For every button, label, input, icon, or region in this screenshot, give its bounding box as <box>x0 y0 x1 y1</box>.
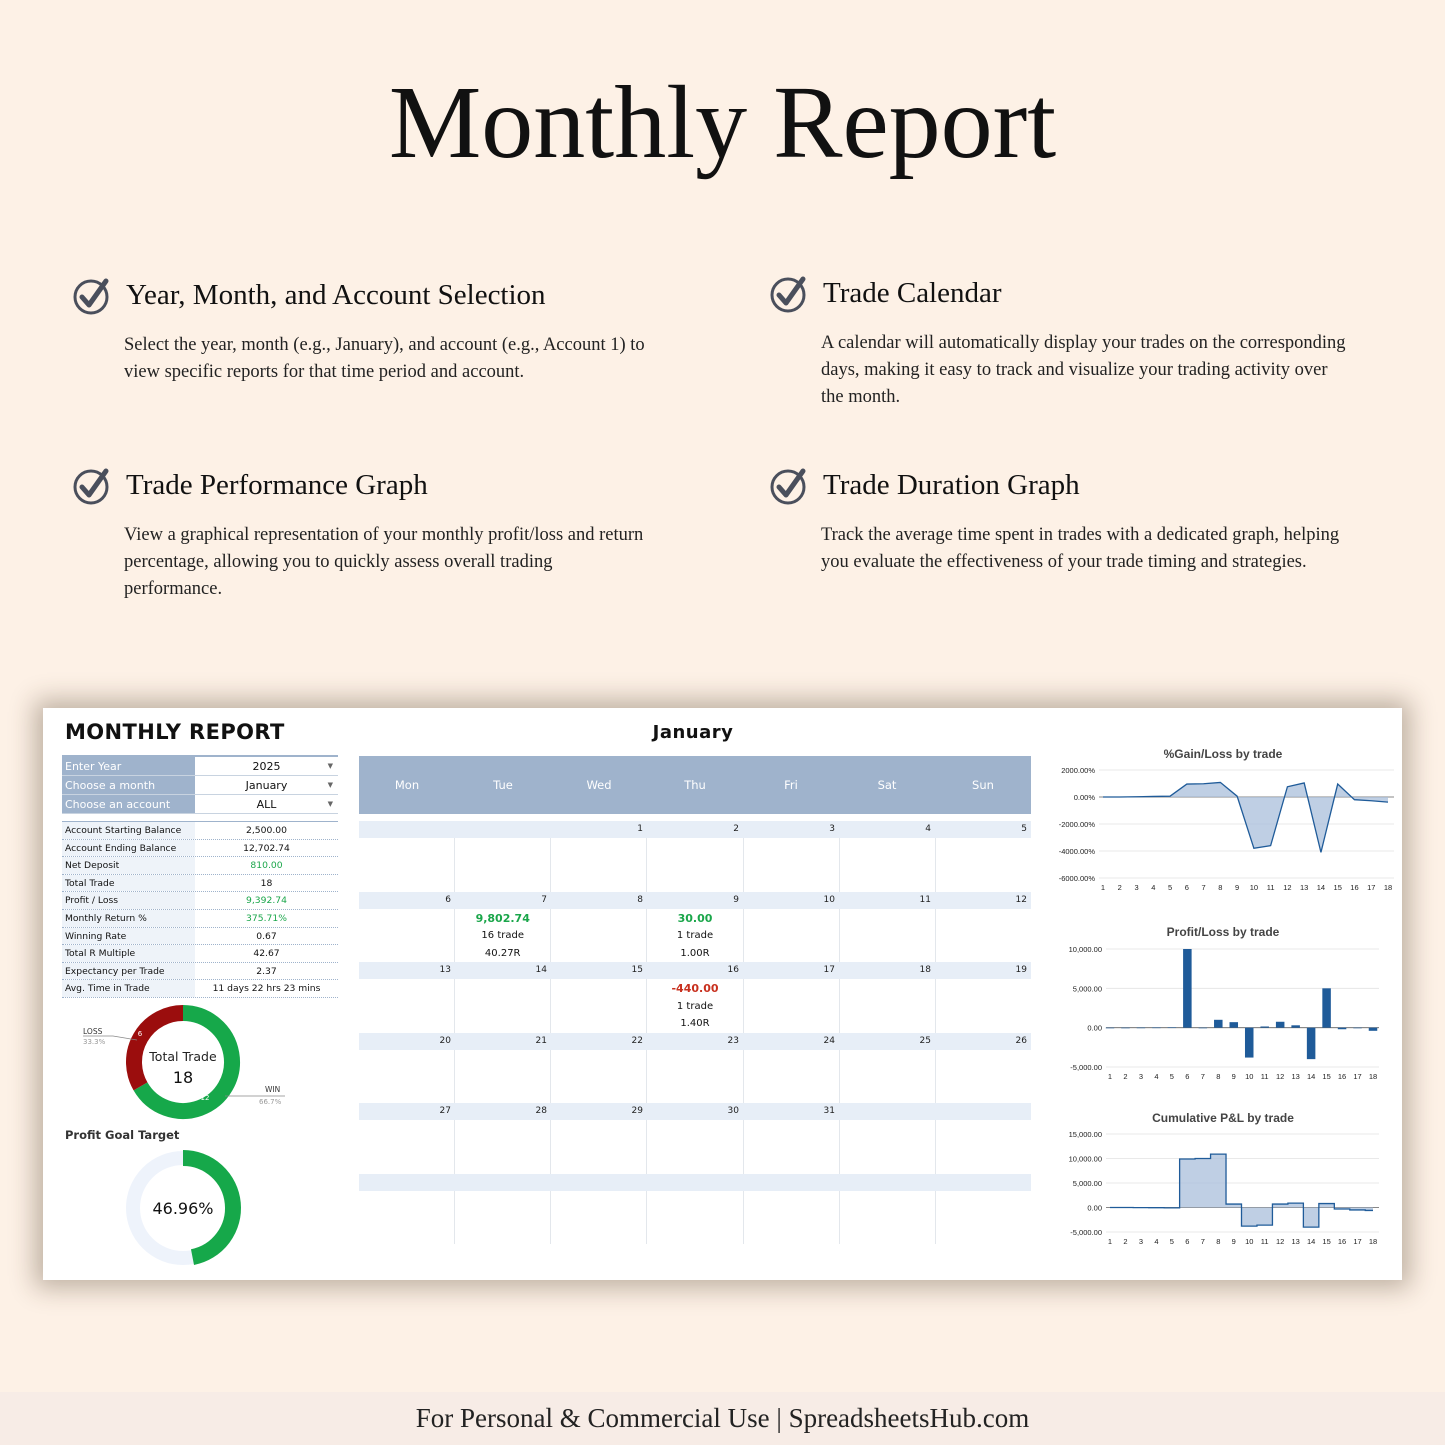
selector-table <box>62 755 338 814</box>
calendar-day-cell[interactable] <box>647 1191 743 1245</box>
calendar-date <box>359 1174 455 1191</box>
y-tick-label: 0.00 <box>1087 1023 1102 1033</box>
calendar-day-cell[interactable] <box>359 1120 455 1174</box>
x-tick-label: 15 <box>1333 883 1342 892</box>
calendar-day-cell[interactable] <box>455 1120 551 1174</box>
day-trade-count: 1 trade <box>676 1000 714 1012</box>
stat-value: 11 days 22 hrs 23 mins <box>212 983 321 995</box>
calendar-day-cell[interactable] <box>647 979 743 1033</box>
calendar-day-cell[interactable] <box>936 979 1031 1033</box>
calendar-day-cell[interactable] <box>936 1050 1031 1104</box>
bar <box>1230 1022 1239 1028</box>
y-tick-label: -5,000.00 <box>1070 1063 1102 1072</box>
stat-value: 2,500.00 <box>246 825 287 836</box>
calendar-week <box>359 821 1031 892</box>
x-tick-label: 17 <box>1367 883 1376 892</box>
day-pnl: 9,802.74 <box>475 911 530 925</box>
calendar-date: 23 <box>727 1035 739 1046</box>
calendar-week <box>359 1174 1031 1245</box>
footer: For Personal & Commercial Use | SpreadsheetsHub.com <box>0 1392 1445 1445</box>
calendar-day-cell[interactable] <box>551 979 647 1033</box>
calendar-day-cell[interactable] <box>455 979 551 1033</box>
selector-label: Choose an account <box>62 795 195 813</box>
feature-title: Year, Month, and Account Selection <box>126 279 546 312</box>
calendar-day-cell[interactable] <box>647 838 743 892</box>
x-tick-label: 2 <box>1123 1072 1128 1081</box>
x-tick-label: 5 <box>1169 1072 1174 1081</box>
calendar-date-bar <box>359 1033 1031 1050</box>
stat-value: 18 <box>260 877 273 889</box>
calendar-day-cell[interactable] <box>359 1191 455 1245</box>
calendar-date <box>839 1103 935 1120</box>
feature-duration-graph <box>769 466 1349 576</box>
feature-title: Trade Performance Graph <box>126 469 428 502</box>
bar <box>1152 1028 1161 1029</box>
x-tick-label: 15 <box>1322 1237 1331 1246</box>
profit-goal-label: Profit Goal Target <box>65 1128 180 1142</box>
donut-center-value: 18 <box>172 1068 194 1087</box>
bar <box>1121 1028 1130 1029</box>
stat-label: Total Trade <box>62 875 195 892</box>
calendar-day-cell[interactable] <box>551 1120 647 1174</box>
calendar-day-cell[interactable] <box>359 909 455 963</box>
stat-value: 9,392.74 <box>246 895 287 907</box>
bar <box>1260 1026 1269 1027</box>
y-tick-label: -2000.00% <box>1058 820 1095 829</box>
y-tick-label: -6000.00% <box>1058 874 1095 883</box>
x-tick-label: 18 <box>1368 1072 1378 1081</box>
day-pnl: 30.00 <box>677 911 713 925</box>
x-tick-label: 13 <box>1291 1072 1300 1081</box>
calendar-day-cell[interactable] <box>840 1050 936 1104</box>
bar <box>1214 1020 1223 1028</box>
x-tick-label: 7 <box>1200 1237 1205 1246</box>
bar <box>1137 1028 1146 1029</box>
feature-trade-calendar <box>769 274 1349 411</box>
report-screenshot-panel <box>43 708 1402 1280</box>
calendar-week <box>359 892 1031 963</box>
calendar-day-cell[interactable] <box>455 909 551 963</box>
bar <box>1245 1028 1254 1058</box>
calendar-date: 6 <box>445 894 451 905</box>
account-selector-row <box>62 795 338 814</box>
calendar-date: 28 <box>535 1106 547 1116</box>
win-legend-pct: 66.7% <box>259 1098 282 1106</box>
y-tick-label: 10,000.00 <box>1068 1154 1102 1164</box>
x-tick-label: 7 <box>1200 1072 1205 1081</box>
x-tick-label: 15 <box>1322 1072 1331 1081</box>
x-tick-label: 13 <box>1300 883 1309 892</box>
stat-label: Total R Multiple <box>62 945 195 962</box>
x-tick-label: 4 <box>1154 1237 1159 1246</box>
calendar-date: 11 <box>919 894 931 905</box>
x-tick-label: 8 <box>1216 1072 1221 1081</box>
x-tick-label: 12 <box>1276 1237 1285 1246</box>
x-tick-label: 1 <box>1100 883 1106 892</box>
profit-loss-chart <box>1053 922 1398 1084</box>
loss-legend-label: LOSS <box>83 1027 103 1036</box>
stat-row <box>62 910 338 928</box>
x-tick-label: 12 <box>1283 883 1292 892</box>
calendar-date: 21 <box>535 1035 547 1046</box>
stat-row <box>62 875 338 893</box>
selector-label: Choose a month <box>62 776 195 794</box>
x-tick-label: 10 <box>1249 883 1259 892</box>
calendar-date: 18 <box>919 965 931 975</box>
check-circle-icon <box>72 276 112 316</box>
y-tick-label: 2000.00% <box>1061 766 1095 775</box>
day-pnl: -440.00 <box>671 982 719 995</box>
calendar-day-cell[interactable] <box>744 979 840 1033</box>
day-r-multiple: 1.00R <box>680 947 710 959</box>
stat-label: Account Ending Balance <box>62 840 195 857</box>
calendar-date: 31 <box>823 1106 835 1116</box>
calendar-date: 3 <box>829 824 835 834</box>
y-tick-label: -5,000.00 <box>1070 1228 1102 1237</box>
stat-value: 2.37 <box>256 965 277 977</box>
calendar-date <box>455 821 551 838</box>
calendar-week <box>359 1103 1031 1174</box>
calendar-day-cell[interactable] <box>551 1191 647 1245</box>
calendar-day-cell[interactable] <box>647 1050 743 1104</box>
calendar-month-title: January <box>652 722 734 743</box>
calendar-date <box>455 1174 551 1191</box>
report-title: MONTHLY REPORT <box>65 720 285 744</box>
series-line <box>1110 1154 1373 1227</box>
calendar-date-bar <box>359 1174 1031 1191</box>
calendar-date: 24 <box>823 1035 835 1046</box>
selector-label: Enter Year <box>62 757 195 775</box>
feature-performance-graph <box>72 466 652 603</box>
x-tick-label: 1 <box>1107 1072 1113 1081</box>
check-circle-icon <box>72 466 112 506</box>
x-tick-label: 9 <box>1231 1072 1236 1081</box>
calendar-date: 15 <box>631 965 643 975</box>
check-circle-icon <box>769 274 809 314</box>
calendar-date: 14 <box>535 965 547 975</box>
calendar-date: 30 <box>727 1106 739 1116</box>
calendar-date: 8 <box>637 894 643 905</box>
x-tick-label: 10 <box>1245 1072 1254 1081</box>
x-tick-label: 13 <box>1291 1237 1300 1246</box>
calendar-day-cell[interactable] <box>840 909 936 963</box>
stat-label: Avg. Time in Trade <box>62 980 195 997</box>
day-trade-count: 1 trade <box>676 930 714 941</box>
calendar-date <box>839 1174 935 1191</box>
calendar-date <box>359 821 455 838</box>
x-tick-label: 14 <box>1306 1237 1316 1246</box>
x-tick-label: 8 <box>1218 883 1223 892</box>
y-tick-label: 0.00% <box>1073 793 1095 802</box>
year-select[interactable]: 2025 ▼ <box>195 757 338 775</box>
calendar-date: 16 <box>727 965 739 975</box>
calendar-date: 5 <box>1021 824 1027 834</box>
calendar-day-cell[interactable] <box>359 838 455 892</box>
month-select[interactable]: January ▼ <box>195 776 338 794</box>
stat-label: Profit / Loss <box>62 892 195 909</box>
calendar-date: 13 <box>439 965 451 975</box>
year-selector-row <box>62 757 338 776</box>
calendar-day-cell[interactable] <box>936 1120 1031 1174</box>
month-selector-row <box>62 776 338 795</box>
chart-title: Cumulative P&L by trade <box>1152 1111 1294 1125</box>
x-tick-label: 9 <box>1235 883 1240 892</box>
weekday-mon: Mon <box>394 778 420 792</box>
x-tick-label: 16 <box>1350 883 1359 892</box>
calendar-date: 27 <box>439 1106 451 1116</box>
weekday-fri: Fri <box>784 778 798 792</box>
bar <box>1168 1027 1177 1028</box>
x-tick-label: 11 <box>1266 883 1275 892</box>
stat-row <box>62 963 338 981</box>
x-tick-label: 14 <box>1316 883 1326 892</box>
calendar-day-cell[interactable] <box>840 1191 936 1245</box>
feature-title: Trade Duration Graph <box>823 469 1080 502</box>
area-fill <box>1103 782 1388 852</box>
weekday-wed: Wed <box>586 778 612 792</box>
goal-value: 46.96% <box>152 1199 214 1218</box>
calendar-date: 29 <box>631 1106 643 1116</box>
calendar-date-bar <box>359 892 1031 909</box>
calendar-week <box>359 962 1031 1033</box>
calendar-date-bar <box>359 962 1031 979</box>
total-trade-donut <box>73 1000 293 1125</box>
stat-label: Winning Rate <box>62 928 195 945</box>
x-tick-label: 3 <box>1138 1237 1144 1246</box>
stats-table <box>62 821 338 998</box>
calendar-date <box>647 1174 743 1191</box>
calendar-day-cell[interactable] <box>744 1120 840 1174</box>
weekday-sun: Sun <box>972 778 994 792</box>
calendar-day-cell[interactable] <box>359 979 455 1033</box>
calendar-date: 25 <box>919 1035 931 1046</box>
calendar-date: 4 <box>925 824 931 834</box>
stat-label: Account Starting Balance <box>62 822 195 839</box>
x-tick-label: 6 <box>1185 1072 1190 1081</box>
x-tick-label: 6 <box>1184 883 1189 892</box>
x-tick-label: 17 <box>1353 1072 1362 1081</box>
bar <box>1353 1028 1362 1029</box>
feature-description: Track the average time spent in trades with a dedicated graph, helping you evaluate the effectiveness of your trade timing and strategies. <box>821 525 1340 572</box>
calendar-day-cell[interactable] <box>936 1191 1031 1245</box>
calendar-date: 19 <box>1015 965 1027 975</box>
stat-value: 42.67 <box>253 948 280 960</box>
stat-row <box>62 892 338 910</box>
y-tick-label: 10,000.00 <box>1068 945 1102 954</box>
day-r-multiple: 1.40R <box>680 1018 710 1029</box>
stat-label: Net Deposit <box>62 857 195 874</box>
calendar-day-cell[interactable] <box>551 838 647 892</box>
loss-count-label: 6 <box>137 1030 143 1038</box>
x-tick-label: 16 <box>1337 1237 1347 1246</box>
feature-account-selection <box>72 276 652 386</box>
feature-description: Select the year, month (e.g., January), and account (e.g., Account 1) to view specific reports for that time period and account. <box>124 335 645 382</box>
bar <box>1369 1028 1378 1031</box>
page-title: Monthly Report <box>388 65 1057 180</box>
x-tick-label: 4 <box>1151 883 1156 892</box>
x-tick-label: 6 <box>1185 1237 1190 1246</box>
x-tick-label: 14 <box>1306 1072 1316 1081</box>
stat-row <box>62 822 338 840</box>
feature-description: A calendar will automatically display your trades on the corresponding days, making it easy to track and visualize your trading activity over the month. <box>821 333 1346 407</box>
x-tick-label: 3 <box>1138 1072 1144 1081</box>
calendar-date: 22 <box>631 1035 643 1046</box>
gain-loss-pct-chart <box>1053 744 1398 894</box>
win-legend-label: WIN <box>265 1085 281 1094</box>
stat-value: 810.00 <box>250 860 283 872</box>
calendar-day-cell[interactable] <box>936 909 1031 963</box>
weekday-thu: Thu <box>684 778 706 792</box>
weekday-sat: Sat <box>877 778 897 792</box>
chart-title: %Gain/Loss by trade <box>1163 747 1283 761</box>
calendar-day-cell[interactable] <box>744 909 840 963</box>
y-tick-label: -4000.00% <box>1058 847 1095 856</box>
x-tick-label: 18 <box>1368 1237 1378 1246</box>
x-tick-label: 3 <box>1134 883 1139 892</box>
x-tick-label: 8 <box>1216 1237 1221 1246</box>
dropdown-caret-icon[interactable]: ▼ <box>327 781 333 789</box>
stat-label: Expectancy per Trade <box>62 963 195 980</box>
stat-value: 0.67 <box>256 930 277 942</box>
calendar-date <box>743 1174 839 1191</box>
y-tick-label: 0.00 <box>1087 1203 1102 1213</box>
x-tick-label: 2 <box>1123 1237 1128 1246</box>
stat-row <box>62 980 338 998</box>
calendar-day-cell[interactable] <box>936 838 1031 892</box>
calendar-day-cell[interactable] <box>455 1050 551 1104</box>
calendar-date: 26 <box>1015 1035 1027 1046</box>
dropdown-caret-icon[interactable]: ▼ <box>327 762 333 770</box>
bar <box>1199 1028 1208 1029</box>
profit-goal-donut <box>118 1143 248 1273</box>
calendar-day-cell[interactable] <box>551 1050 647 1104</box>
bar <box>1106 1028 1115 1029</box>
x-tick-label: 11 <box>1260 1072 1269 1081</box>
calendar-day-cell[interactable] <box>744 1050 840 1104</box>
calendar-day-cell[interactable] <box>840 838 936 892</box>
calendar-day-cell[interactable] <box>359 1050 455 1104</box>
day-r-multiple: 40.27R <box>484 947 521 959</box>
dropdown-caret-icon[interactable]: ▼ <box>327 800 333 808</box>
bar <box>1276 1022 1285 1028</box>
calendar-date <box>935 1103 1031 1120</box>
y-tick-label: 15,000.00 <box>1068 1130 1102 1139</box>
calendar-date: 2 <box>733 824 739 834</box>
weekday-tue: Tue <box>493 778 513 792</box>
x-tick-label: 4 <box>1154 1072 1159 1081</box>
bar <box>1291 1025 1300 1027</box>
calendar-date: 10 <box>823 894 835 905</box>
donut-center-label: Total Trade <box>149 1049 217 1064</box>
x-tick-label: 11 <box>1260 1237 1269 1246</box>
x-tick-label: 12 <box>1276 1072 1285 1081</box>
stat-row <box>62 857 338 875</box>
stat-value: 12,702.74 <box>243 842 290 854</box>
y-tick-label: 5,000.00 <box>1072 1179 1102 1188</box>
x-tick-label: 18 <box>1383 883 1393 892</box>
calendar-day-cell[interactable] <box>455 838 551 892</box>
stat-row <box>62 928 338 946</box>
x-tick-label: 9 <box>1231 1237 1236 1246</box>
win-count-label: 12 <box>200 1094 210 1102</box>
calendar-day-cell[interactable] <box>840 1120 936 1174</box>
x-tick-label: 10 <box>1245 1237 1254 1246</box>
x-tick-label: 17 <box>1353 1237 1362 1246</box>
calendar-day-cell[interactable] <box>551 909 647 963</box>
stat-row <box>62 945 338 963</box>
loss-legend-pct: 33.3% <box>83 1038 106 1046</box>
calendar-date <box>551 1174 647 1191</box>
day-trade-count: 16 trade <box>481 930 524 941</box>
bar <box>1322 988 1331 1027</box>
calendar-day-cell[interactable] <box>455 1191 551 1245</box>
account-select[interactable]: ALL ▼ <box>195 795 338 813</box>
calendar-date-bar <box>359 1103 1031 1120</box>
x-tick-label: 5 <box>1167 883 1173 892</box>
stat-label: Monthly Return % <box>62 910 195 927</box>
calendar-date: 9 <box>733 894 739 905</box>
calendar-day-cell[interactable] <box>647 1120 743 1174</box>
x-tick-label: 2 <box>1117 883 1122 892</box>
calendar-date: 1 <box>637 824 643 834</box>
calendar-day-cell[interactable] <box>744 1191 840 1245</box>
feature-description: View a graphical representation of your monthly profit/loss and return percentage, allowing you to quickly assess overall trading performance. <box>124 525 644 599</box>
calendar-date: 20 <box>439 1035 451 1046</box>
cumulative-pnl-chart <box>1053 1108 1398 1258</box>
calendar-day-cell[interactable] <box>647 909 743 963</box>
calendar-week <box>359 1033 1031 1104</box>
calendar-day-cell[interactable] <box>744 838 840 892</box>
calendar-weekday-header <box>359 756 1031 814</box>
calendar-date: 12 <box>1015 894 1027 905</box>
trade-calendar <box>359 756 1031 1244</box>
calendar-date-bar <box>359 821 1031 838</box>
calendar-date: 7 <box>541 894 547 905</box>
x-tick-label: 1 <box>1107 1237 1113 1246</box>
y-tick-label: 5,000.00 <box>1072 984 1102 994</box>
calendar-date <box>935 1174 1031 1191</box>
x-tick-label: 7 <box>1201 883 1206 892</box>
x-tick-label: 16 <box>1337 1072 1347 1081</box>
calendar-day-cell[interactable] <box>840 979 936 1033</box>
bar <box>1183 949 1192 1028</box>
bar <box>1338 1028 1347 1030</box>
feature-title: Trade Calendar <box>823 277 1002 310</box>
calendar-date: 17 <box>823 965 835 975</box>
bar <box>1307 1028 1316 1059</box>
check-circle-icon <box>769 466 809 506</box>
stat-value: 375.71% <box>246 912 287 924</box>
stat-row <box>62 840 338 858</box>
x-tick-label: 5 <box>1169 1237 1174 1246</box>
chart-title: Profit/Loss by trade <box>1166 925 1280 939</box>
